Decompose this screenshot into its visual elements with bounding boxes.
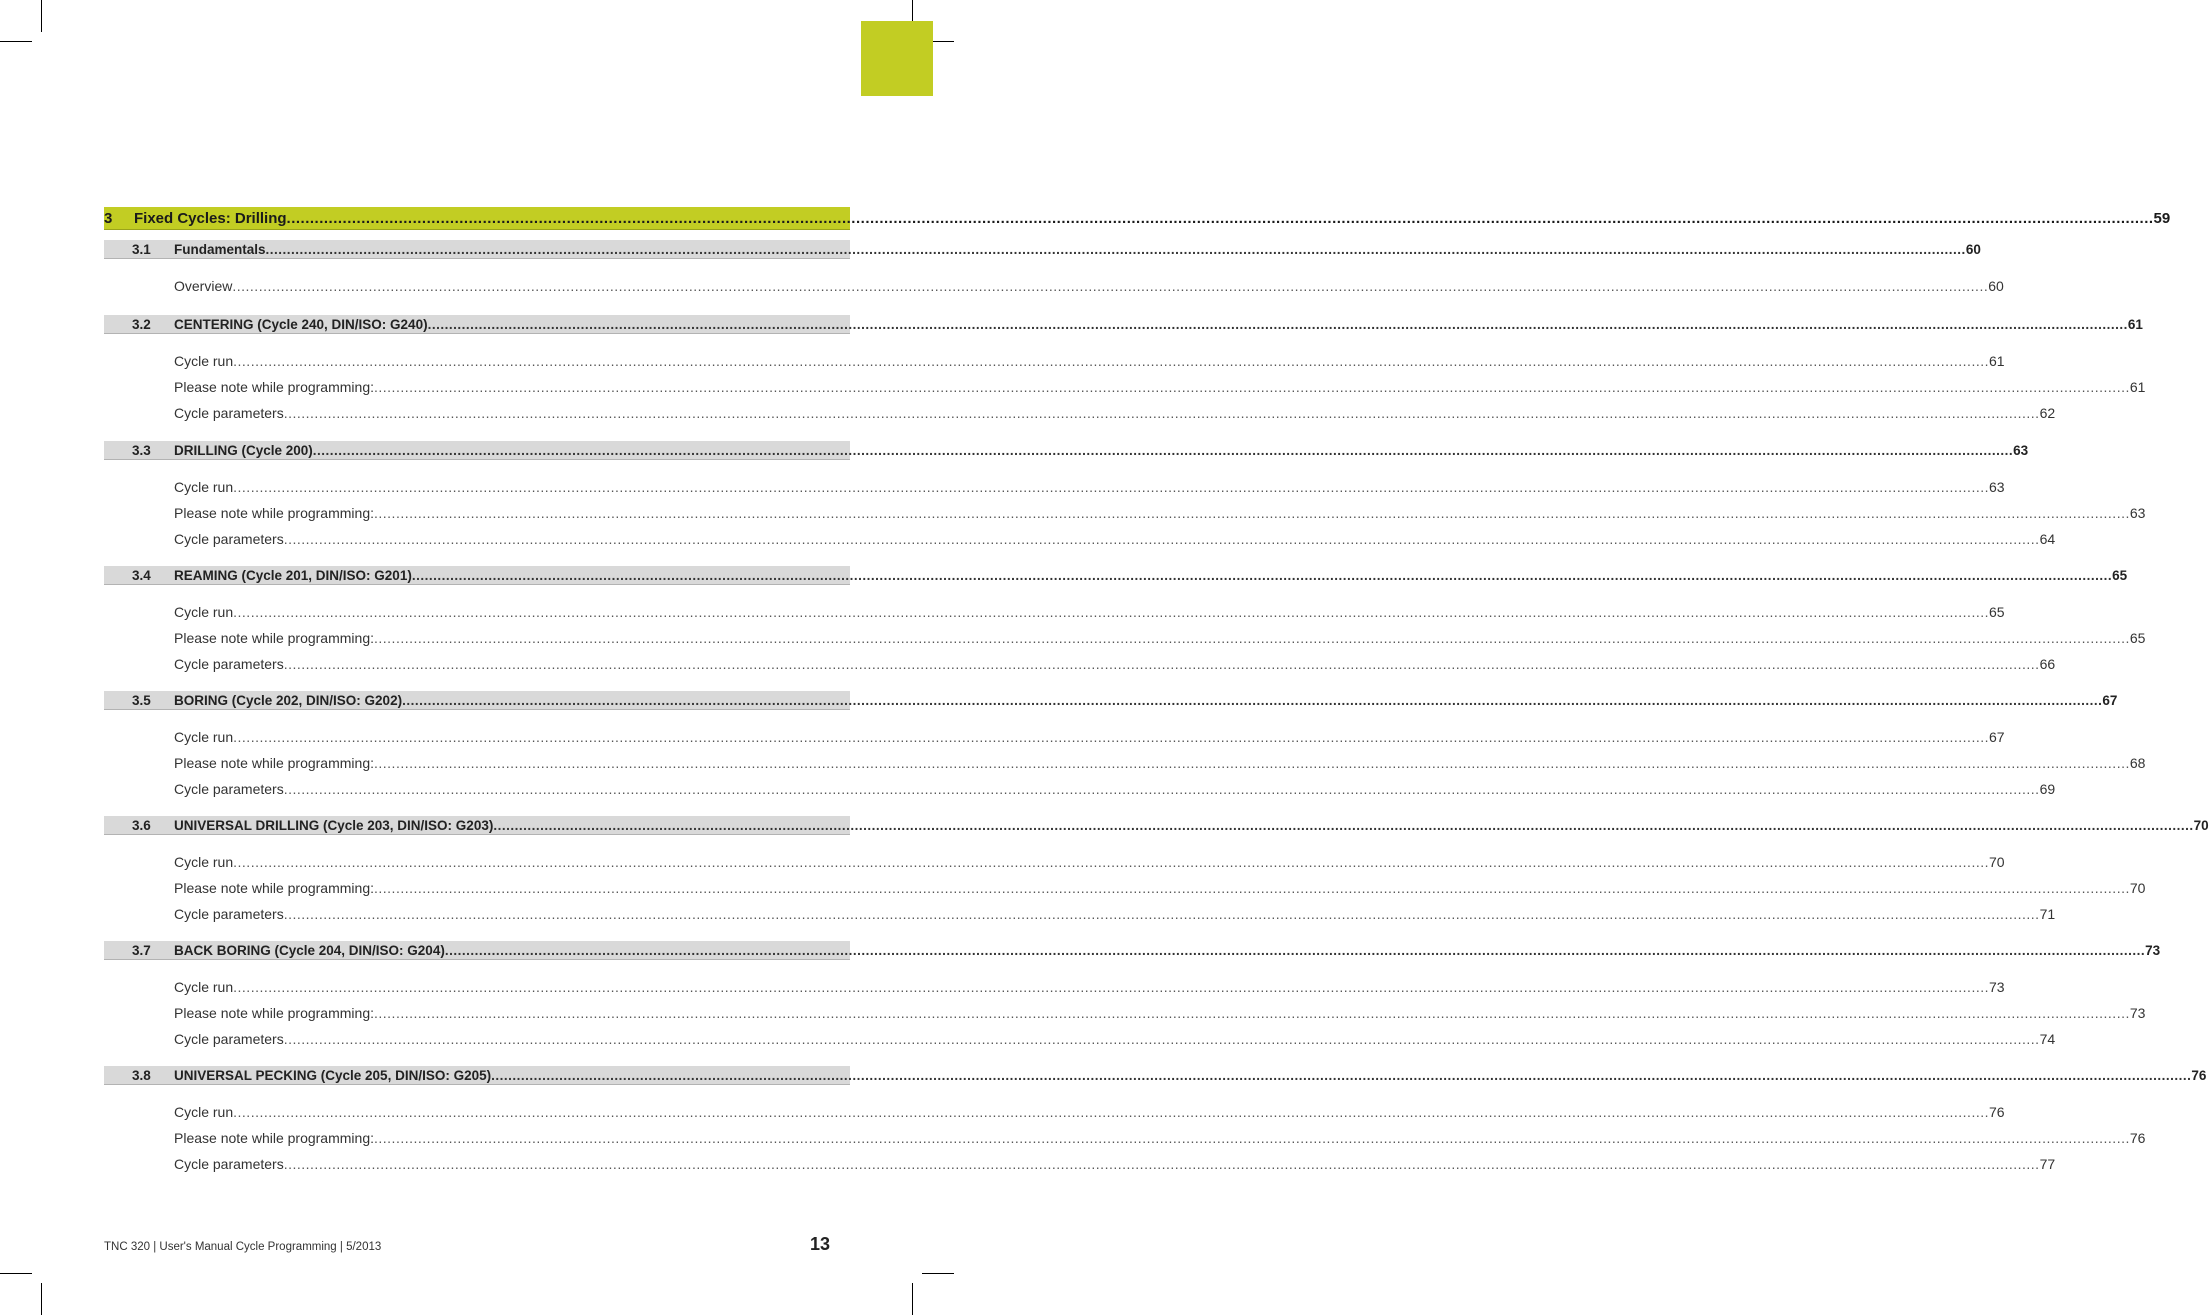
entry-title: Cycle parameters xyxy=(174,405,284,421)
section-title: REAMING (Cycle 201, DIN/ISO: G201) xyxy=(174,567,412,583)
section-title: Fundamentals xyxy=(174,241,266,257)
leader-dots: ................................................................................................................................................................................................................................................................................................................................................................................................................ xyxy=(491,1067,2192,1083)
entry-page: 74 xyxy=(2039,1031,2056,1047)
toc-entry-row[interactable] xyxy=(104,780,2056,798)
leader-dots: ................................................................................................................................................................................................................................................................................................................................................................................................................ xyxy=(283,781,2040,797)
leader-dots: ................................................................................................................................................................................................................................................................................................................................................................................................................ xyxy=(427,316,2128,332)
chapter-page: 59 xyxy=(2153,209,2171,227)
entry-page: 61 xyxy=(1989,353,2005,369)
leader-dots: ................................................................................................................................................................................................................................................................................................................................................................................................................ xyxy=(411,567,2113,583)
leader-dots: ................................................................................................................................................................................................................................................................................................................................................................................................................ xyxy=(265,241,1966,257)
entry-page: 76 xyxy=(1989,1104,2005,1120)
toc-entry-row[interactable] xyxy=(104,504,2146,522)
toc-entry-row[interactable] xyxy=(104,277,2004,295)
section-number: 3.6 xyxy=(132,817,151,833)
crop-mark xyxy=(0,1273,32,1274)
leader-dots: ................................................................................................................................................................................................................................................................................................................................................................................................................ xyxy=(283,1156,2040,1172)
entry-page: 62 xyxy=(2039,405,2056,421)
entry-page: 70 xyxy=(1989,854,2005,870)
entry-page: 71 xyxy=(2039,906,2056,922)
toc-entry-row[interactable] xyxy=(104,879,2146,897)
entry-page: 61 xyxy=(2129,379,2146,395)
section-title: BORING (Cycle 202, DIN/ISO: G202) xyxy=(174,692,403,708)
entry-title: Please note while programming: xyxy=(174,880,374,896)
entry-page: 73 xyxy=(2129,1005,2146,1021)
leader-dots: ................................................................................................................................................................................................................................................................................................................................................................................................................ xyxy=(493,817,2194,833)
leader-dots: ................................................................................................................................................................................................................................................................................................................................................................................................................ xyxy=(233,604,1989,620)
toc-section-row[interactable] xyxy=(104,566,2128,585)
section-page: 60 xyxy=(1965,241,1981,257)
chapter-tab xyxy=(861,21,933,96)
leader-dots: ................................................................................................................................................................................................................................................................................................................................................................................................................ xyxy=(283,1031,2040,1047)
entry-title: Cycle parameters xyxy=(174,1031,284,1047)
entry-page: 64 xyxy=(2039,531,2056,547)
entry-title: Please note while programming: xyxy=(174,379,374,395)
toc-entry-row[interactable] xyxy=(104,1103,2005,1121)
section-page: 76 xyxy=(2191,1067,2207,1083)
crop-mark xyxy=(0,41,32,42)
toc-entry-row[interactable] xyxy=(104,629,2146,647)
entry-title: Cycle run xyxy=(174,854,234,870)
toc-entry-row[interactable] xyxy=(104,754,2146,772)
section-number: 3.5 xyxy=(132,692,151,708)
section-number: 3.3 xyxy=(132,442,151,458)
section-page: 65 xyxy=(2112,567,2128,583)
entry-title: Cycle run xyxy=(174,479,234,495)
toc-entry-row[interactable] xyxy=(104,853,2005,871)
section-title: CENTERING (Cycle 240, DIN/ISO: G240) xyxy=(174,316,428,332)
entry-page: 73 xyxy=(1989,979,2005,995)
leader-dots: ................................................................................................................................................................................................................................................................................................................................................................................................................ xyxy=(374,505,2130,521)
entry-page: 65 xyxy=(1989,604,2005,620)
leader-dots: ................................................................................................................................................................................................................................................................................................................................................................................................................ xyxy=(374,755,2130,771)
crop-mark xyxy=(41,0,42,32)
entry-title: Please note while programming: xyxy=(174,1005,374,1021)
leader-dots: ................................................................................................................................................................................................................................................................................................................................................................................................................ xyxy=(233,353,1989,369)
toc-section-row[interactable] xyxy=(104,691,2118,710)
leader-dots: ................................................................................................................................................................................................................................................................................................................................................................................................................ xyxy=(283,405,2040,421)
chapter-number: 3 xyxy=(104,209,113,227)
leader-dots: ................................................................................................................................................................................................................................................................................................................................................................................................................ xyxy=(374,1005,2130,1021)
entry-page: 69 xyxy=(2039,781,2056,797)
entry-title: Cycle run xyxy=(174,729,234,745)
toc-section-row[interactable] xyxy=(104,441,2029,460)
toc-section-row[interactable] xyxy=(104,315,2143,334)
toc-entry-row[interactable] xyxy=(104,1004,2146,1022)
section-number: 3.1 xyxy=(132,241,151,257)
section-title: UNIVERSAL DRILLING (Cycle 203, DIN/ISO: G203) xyxy=(174,817,494,833)
section-page: 67 xyxy=(2102,692,2118,708)
entry-title: Cycle parameters xyxy=(174,656,284,672)
leader-dots: ................................................................................................................................................................................................................................................................................................................................................................................................................ xyxy=(444,942,2146,958)
leader-dots: ................................................................................................................................................................................................................................................................................................................................................................................................................ xyxy=(312,442,2014,458)
leader-dots: ................................................................................................................................................................................................................................................................................................................................................................................................................ xyxy=(374,880,2130,896)
entry-page: 77 xyxy=(2039,1156,2056,1172)
leader-dots: ................................................................................................................................................................................................................................................................................................................................................................................................................ xyxy=(233,729,1989,745)
footer-text: TNC 320 | User's Manual Cycle Programming | 5/2013 xyxy=(104,1241,382,1253)
toc-entry-row[interactable] xyxy=(104,478,2005,496)
toc-entry-row[interactable] xyxy=(104,1155,2056,1173)
section-page: 70 xyxy=(2193,817,2209,833)
toc-entry-row[interactable] xyxy=(104,905,2056,923)
section-title: UNIVERSAL PECKING (Cycle 205, DIN/ISO: G205) xyxy=(174,1067,492,1083)
leader-dots: ................................................................................................................................................................................................................................................................................................................................................................................................................ xyxy=(283,906,2040,922)
entry-title: Cycle parameters xyxy=(174,781,284,797)
leader-dots: ................................................................................................................................................................................................................................................................................................................................................................................................................ xyxy=(374,1130,2130,1146)
toc-section-row[interactable] xyxy=(104,816,2209,835)
toc-chapter-row[interactable] xyxy=(104,207,2171,230)
entry-title: Cycle run xyxy=(174,1104,234,1120)
entry-title: Cycle run xyxy=(174,353,234,369)
toc-entry-row[interactable] xyxy=(104,978,2005,996)
leader-dots: ................................................................................................................................................................................................................................................................................................................................................................................................................ xyxy=(233,854,1989,870)
toc-entry-row[interactable] xyxy=(104,655,2056,673)
toc-entry-row[interactable] xyxy=(104,352,2005,370)
leader-dots: ................................................................................................................................................................................................................................................................................................................................................................................................................ xyxy=(374,630,2130,646)
entry-page: 63 xyxy=(1989,479,2005,495)
leader-dots: ................................................................................................................................................................................................................................................................................................................................................................................................................ xyxy=(283,656,2040,672)
leader-dots: ................................................................................................................................................................................................................................................................................................................................................................................................................ xyxy=(232,278,1989,294)
leader-dots: ................................................................................................................................................................................................................................................................................................................................................................................................................ xyxy=(233,1104,1989,1120)
entry-title: Cycle run xyxy=(174,604,234,620)
chapter-title: Fixed Cycles: Drilling xyxy=(134,209,287,227)
leader-dots: ................................................................................................................................................................................................................................................................................................................................................................................................................ xyxy=(286,209,2154,227)
entry-page: 65 xyxy=(2129,630,2146,646)
entry-title: Please note while programming: xyxy=(174,1130,374,1146)
entry-page: 70 xyxy=(2129,880,2146,896)
section-page: 61 xyxy=(2127,316,2143,332)
section-number: 3.4 xyxy=(132,567,151,583)
toc-entry-row[interactable] xyxy=(104,1129,2146,1147)
crop-mark xyxy=(922,1273,954,1274)
crop-mark xyxy=(912,1283,913,1315)
crop-mark xyxy=(41,1283,42,1315)
section-number: 3.8 xyxy=(132,1067,151,1083)
toc-entry-row[interactable] xyxy=(104,728,2005,746)
leader-dots: ................................................................................................................................................................................................................................................................................................................................................................................................................ xyxy=(233,979,1989,995)
entry-title: Please note while programming: xyxy=(174,755,374,771)
toc-entry-row[interactable] xyxy=(104,404,2056,422)
toc-entry-row[interactable] xyxy=(104,378,2146,396)
section-number: 3.7 xyxy=(132,942,151,958)
toc-section-row[interactable] xyxy=(104,1066,2207,1085)
leader-dots: ................................................................................................................................................................................................................................................................................................................................................................................................................ xyxy=(374,379,2130,395)
entry-page: 66 xyxy=(2039,656,2056,672)
entry-page: 63 xyxy=(2129,505,2146,521)
entry-page: 67 xyxy=(1989,729,2005,745)
entry-title: Please note while programming: xyxy=(174,505,374,521)
leader-dots: ................................................................................................................................................................................................................................................................................................................................................................................................................ xyxy=(402,692,2103,708)
toc-entry-row[interactable] xyxy=(104,530,2056,548)
entry-title: Cycle parameters xyxy=(174,906,284,922)
entry-title: Overview xyxy=(174,278,233,294)
section-page: 63 xyxy=(2013,442,2029,458)
entry-title: Cycle parameters xyxy=(174,1156,284,1172)
section-title: DRILLING (Cycle 200) xyxy=(174,442,313,458)
leader-dots: ................................................................................................................................................................................................................................................................................................................................................................................................................ xyxy=(233,479,1989,495)
entry-page: 60 xyxy=(1988,278,2004,294)
footer-page-number: 13 xyxy=(809,1234,830,1254)
entry-page: 68 xyxy=(2129,755,2146,771)
entry-title: Please note while programming: xyxy=(174,630,374,646)
toc-entry-row[interactable] xyxy=(104,1030,2056,1048)
leader-dots: ................................................................................................................................................................................................................................................................................................................................................................................................................ xyxy=(283,531,2040,547)
toc-entry-row[interactable] xyxy=(104,603,2005,621)
section-title: BACK BORING (Cycle 204, DIN/ISO: G204) xyxy=(174,942,445,958)
section-number: 3.2 xyxy=(132,316,151,332)
entry-title: Cycle run xyxy=(174,979,234,995)
entry-page: 76 xyxy=(2129,1130,2146,1146)
toc-section-row[interactable] xyxy=(104,941,2161,960)
toc-section-row[interactable] xyxy=(104,240,1981,259)
entry-title: Cycle parameters xyxy=(174,531,284,547)
section-page: 73 xyxy=(2145,942,2161,958)
